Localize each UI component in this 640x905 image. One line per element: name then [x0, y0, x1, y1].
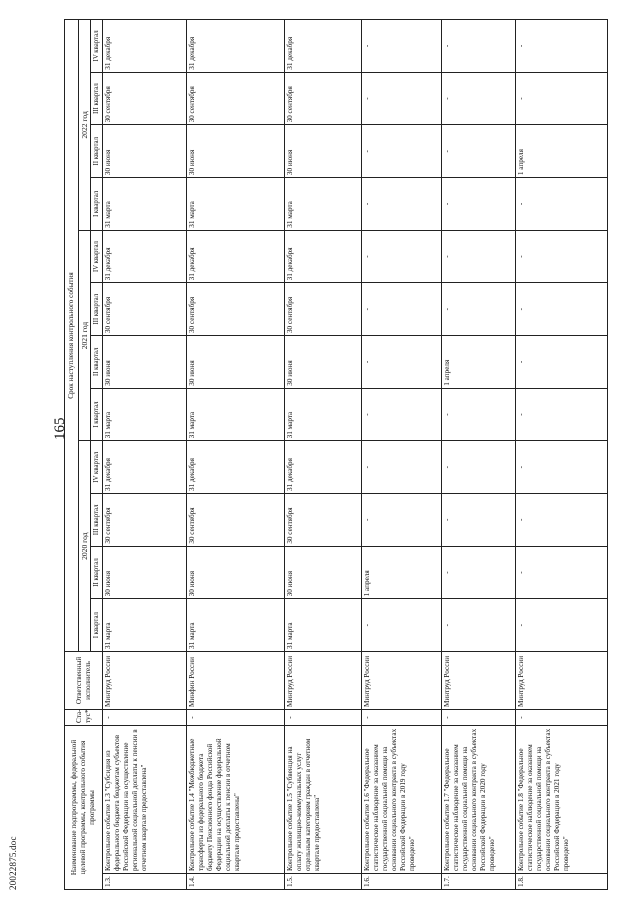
deadline-cell: -	[441, 494, 516, 547]
deadline-cell: -	[361, 336, 441, 389]
header-quarter: II квартал	[91, 336, 103, 389]
deadline-cell: 30 июня	[284, 546, 361, 599]
header-quarter: I квартал	[91, 388, 103, 441]
deadline-cell: 31 декабря	[186, 441, 284, 494]
deadline-cell: 30 сентября	[284, 494, 361, 547]
page-number: 165	[52, 417, 68, 440]
deadline-cell: 31 декабря	[103, 20, 186, 73]
deadline-cell: 31 декабря	[103, 230, 186, 283]
header-quarter: IV квартал	[91, 230, 103, 283]
deadline-cell: -	[361, 441, 441, 494]
header-quarter: III квартал	[91, 72, 103, 125]
deadline-cell: -	[361, 388, 441, 441]
deadline-cell: 30 июня	[186, 546, 284, 599]
header-quarter: IV квартал	[91, 20, 103, 73]
row-number: 1.4.	[186, 874, 284, 890]
deadline-cell: 30 сентября	[284, 283, 361, 336]
deadline-cell: 30 сентября	[186, 494, 284, 547]
header-quarter: III квартал	[91, 283, 103, 336]
row-number: 1.6.	[361, 874, 441, 890]
deadline-cell: 31 марта	[186, 178, 284, 231]
deadline-cell: -	[516, 230, 608, 283]
deadline-cell: -	[361, 494, 441, 547]
responsible-executor: Минтруд России	[361, 651, 441, 709]
deadline-cell: -	[516, 546, 608, 599]
deadline-cell: -	[516, 283, 608, 336]
deadline-cell: -	[441, 125, 516, 178]
deadline-cell: 1 апреля	[361, 546, 441, 599]
responsible-executor: Минтруд России	[441, 651, 516, 709]
deadline-cell: 31 марта	[284, 599, 361, 652]
header-quarter: I квартал	[91, 178, 103, 231]
event-name: Контрольное событие 1.4 "Межбюджетные трансферты из федерального бюджета бюджету Пенсионного фонда Российской Федерации на осуществление федеральной социальной доплаты к пенсии в отчетном квартале предоставлены"	[186, 725, 284, 873]
deadline-cell: -	[516, 336, 608, 389]
header-quarter: II квартал	[91, 125, 103, 178]
responsible-executor: Минфин России	[186, 651, 284, 709]
deadline-cell: 31 декабря	[284, 20, 361, 73]
event-status: -	[516, 709, 608, 725]
deadline-cell: -	[441, 20, 516, 73]
deadline-cell: -	[441, 178, 516, 231]
deadline-cell: -	[441, 72, 516, 125]
deadline-cell: -	[516, 599, 608, 652]
document-id: 20022875.doc	[8, 836, 18, 890]
event-status: -	[186, 709, 284, 725]
deadline-cell: -	[361, 72, 441, 125]
header-year-2020: 2020 год	[79, 441, 91, 652]
deadline-cell: -	[361, 599, 441, 652]
row-number: 1.3.	[103, 874, 186, 890]
control-events-table	[64, 19, 608, 890]
deadline-cell: 30 сентября	[103, 72, 186, 125]
deadline-cell: 31 марта	[186, 388, 284, 441]
header-status: Ста-тус*	[65, 709, 103, 725]
header-year-2022: 2022 год	[79, 20, 91, 231]
event-name: Контрольное событие 1.8 "Федеральное статистическое наблюдение за оказанием государственной социальной помощи на основании социального контракта в субъектах Российской Федерации в 2021 году проведено"	[516, 725, 608, 873]
row-number: 1.5.	[284, 874, 361, 890]
deadline-cell: 30 июня	[103, 125, 186, 178]
deadline-cell: 30 сентября	[186, 283, 284, 336]
deadline-cell: 30 сентября	[103, 494, 186, 547]
header-responsible: Ответственный исполнитель	[65, 651, 103, 709]
deadline-cell: -	[516, 388, 608, 441]
deadline-cell: -	[441, 230, 516, 283]
deadline-cell: 30 июня	[103, 336, 186, 389]
deadline-cell: -	[441, 283, 516, 336]
deadline-cell: 30 сентября	[103, 283, 186, 336]
rotated-table-container	[64, 20, 608, 890]
table-body	[103, 20, 608, 890]
deadline-cell: -	[441, 599, 516, 652]
responsible-executor: Минтруд России	[284, 651, 361, 709]
header-year-2021: 2021 год	[79, 230, 91, 441]
header-deadline: Срок наступления контрольного события	[65, 20, 79, 652]
deadline-cell: 31 марта	[284, 178, 361, 231]
deadline-cell: -	[361, 20, 441, 73]
deadline-cell: -	[361, 125, 441, 178]
event-status: -	[361, 709, 441, 725]
deadline-cell: 31 декабря	[103, 441, 186, 494]
table-row	[284, 20, 361, 890]
event-status: -	[103, 709, 186, 725]
header-name: Наименование подпрограммы, федеральной целевой программы, контрольного события программы	[65, 725, 103, 889]
deadline-cell: -	[441, 441, 516, 494]
deadline-cell: 31 декабря	[186, 20, 284, 73]
deadline-cell: -	[516, 441, 608, 494]
table-row	[441, 20, 516, 890]
deadline-cell: 31 декабря	[284, 230, 361, 283]
deadline-cell: -	[361, 178, 441, 231]
deadline-cell: -	[361, 230, 441, 283]
event-name: Контрольное событие 1.5 "Субвенция на оплату жилищно-коммунальных услуг отдельным категориям граждан в отчетном квартале предоставлена"	[284, 725, 361, 873]
deadline-cell: 31 декабря	[186, 230, 284, 283]
deadline-cell: -	[441, 546, 516, 599]
deadline-cell: -	[516, 178, 608, 231]
header-quarter: IV квартал	[91, 441, 103, 494]
row-number: 1.7.	[441, 874, 516, 890]
row-number: 1.8.	[516, 874, 608, 890]
deadline-cell: 30 июня	[284, 125, 361, 178]
deadline-cell: -	[516, 72, 608, 125]
event-status: -	[441, 709, 516, 725]
deadline-cell: 30 июня	[186, 125, 284, 178]
deadline-cell: 30 сентября	[186, 72, 284, 125]
table-row	[516, 20, 608, 890]
event-name: Контрольное событие 1.3 "Субсидия из федерального бюджета бюджетам субъектов Российской Федерации на осуществление региональной социальной доплаты к пенсии в отчетном квартале предоставлена"	[103, 725, 186, 873]
deadline-cell: 31 декабря	[284, 441, 361, 494]
table-row	[361, 20, 441, 890]
responsible-executor: Минтруд России	[516, 651, 608, 709]
event-name: Контрольное событие 1.7 "Федеральное статистическое наблюдение за оказанием государственной социальной помощи на основании социального контракта в субъектах Российской Федерации в 2020 году проведено"	[441, 725, 516, 873]
deadline-cell: 31 марта	[186, 599, 284, 652]
deadline-cell: 31 марта	[284, 388, 361, 441]
deadline-cell: -	[516, 494, 608, 547]
deadline-cell: -	[516, 20, 608, 73]
deadline-cell: 30 июня	[284, 336, 361, 389]
deadline-cell: -	[361, 283, 441, 336]
deadline-cell: 30 июня	[186, 336, 284, 389]
deadline-cell: 1 апреля	[516, 125, 608, 178]
deadline-cell: 31 марта	[103, 599, 186, 652]
deadline-cell: 30 сентября	[284, 72, 361, 125]
header-quarter: III квартал	[91, 494, 103, 547]
table-row	[103, 20, 186, 890]
header-quarter: I квартал	[91, 599, 103, 652]
deadline-cell: 30 июня	[103, 546, 186, 599]
deadline-cell: 1 апреля	[441, 336, 516, 389]
responsible-executor: Минтруд России	[103, 651, 186, 709]
event-name: Контрольное событие 1.6 "Федеральное статистическое наблюдение за оказанием государственной социальной помощи на основании социального контракта в субъектах Российской Федерации в 2019 году проведено"	[361, 725, 441, 873]
table-row	[186, 20, 284, 890]
deadline-cell: 31 марта	[103, 178, 186, 231]
deadline-cell: 31 марта	[103, 388, 186, 441]
deadline-cell: -	[441, 388, 516, 441]
event-status: -	[284, 709, 361, 725]
header-quarter: II квартал	[91, 546, 103, 599]
